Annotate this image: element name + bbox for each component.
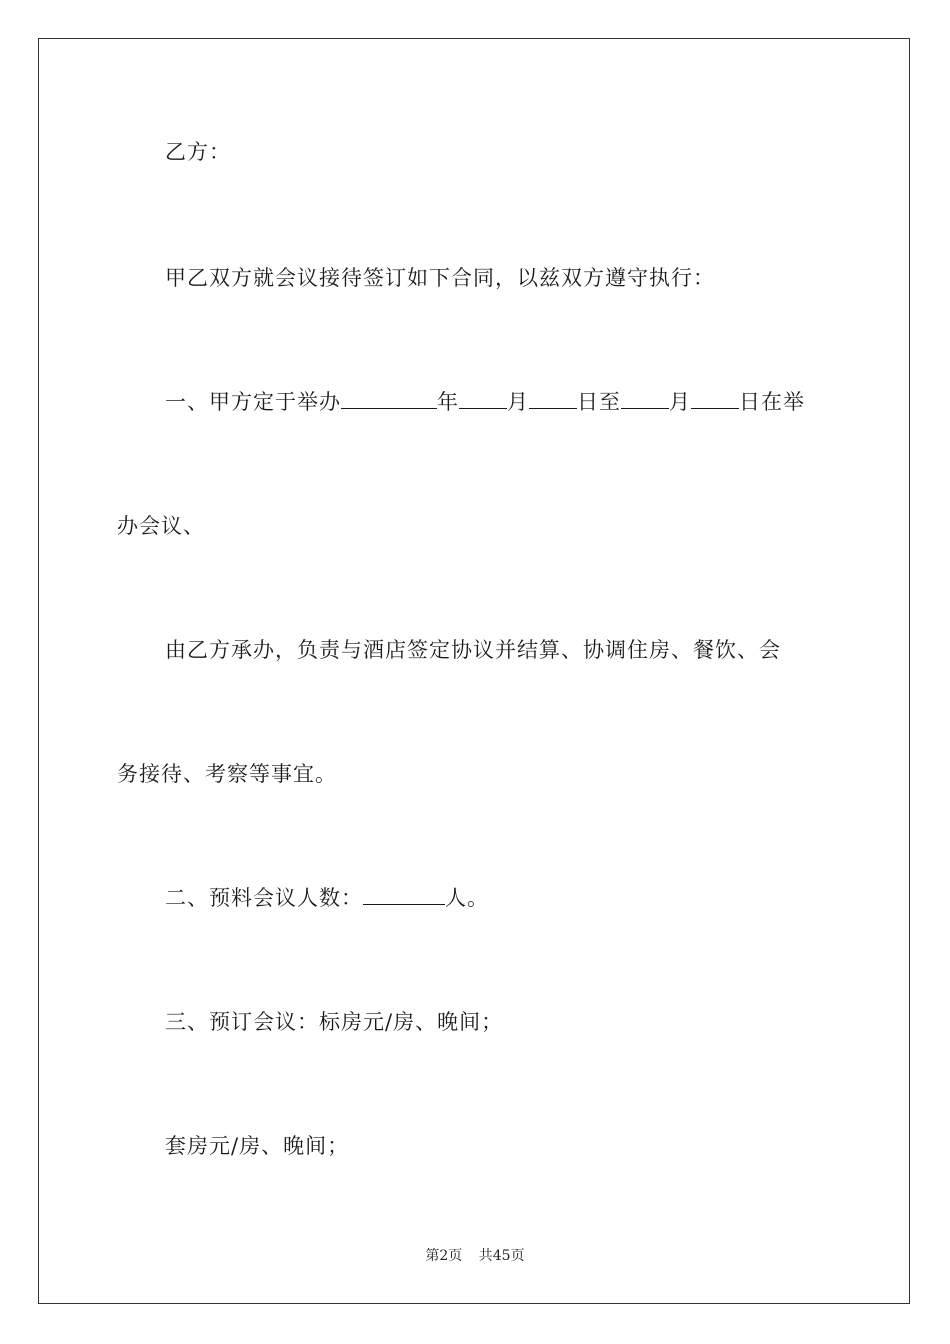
clause-1-line bbox=[165, 388, 805, 416]
clause-2-text-b: 人。 bbox=[445, 886, 489, 910]
suite-text: 套房元/房、晚间； bbox=[165, 1134, 350, 1158]
undertaking-text: 由乙方承办，负责与酒店签定协议并结算、协调住房、餐饮、会 bbox=[165, 638, 781, 662]
end-month-label: 月 bbox=[669, 390, 691, 414]
total-pages-label: 共45页 bbox=[478, 1248, 525, 1264]
party-b-label: 乙方： bbox=[165, 140, 231, 164]
event-name-blank[interactable] bbox=[341, 388, 437, 409]
clause-1-text-b: 日在举 bbox=[739, 390, 805, 414]
day-to-label: 日至 bbox=[577, 390, 621, 414]
undertaking-continuation-text: 务接待、考察等事宜。 bbox=[117, 762, 337, 786]
clause-3-line bbox=[165, 1008, 503, 1036]
clause-1-text-a: 一、甲方定于举办 bbox=[165, 390, 341, 414]
month-label: 月 bbox=[507, 390, 529, 414]
start-day-blank[interactable] bbox=[529, 388, 577, 409]
page-footer bbox=[0, 1247, 950, 1265]
clause-2-line bbox=[165, 884, 489, 912]
undertaking-line bbox=[165, 636, 781, 664]
suite-line bbox=[165, 1132, 349, 1160]
current-page-label: 第2页 bbox=[425, 1248, 463, 1264]
preamble-line bbox=[165, 264, 715, 292]
preamble-text: 甲乙双方就会议接待签订如下合同，以兹双方遵守执行： bbox=[165, 266, 715, 290]
party-b-line bbox=[165, 138, 231, 166]
clause-1-continuation-text: 办会议、 bbox=[117, 514, 205, 538]
year-label: 年 bbox=[437, 390, 459, 414]
clause-3-text: 三、预订会议：标房元/房、晚间； bbox=[165, 1010, 504, 1034]
undertaking-continuation-line bbox=[117, 760, 337, 788]
end-month-blank[interactable] bbox=[621, 388, 669, 409]
attendee-count-blank[interactable] bbox=[363, 884, 445, 905]
page-frame bbox=[38, 38, 910, 1304]
clause-2-text-a: 二、预料会议人数： bbox=[165, 886, 363, 910]
clause-1-continuation-line bbox=[117, 512, 205, 540]
start-month-blank[interactable] bbox=[459, 388, 507, 409]
end-day-blank[interactable] bbox=[691, 388, 739, 409]
